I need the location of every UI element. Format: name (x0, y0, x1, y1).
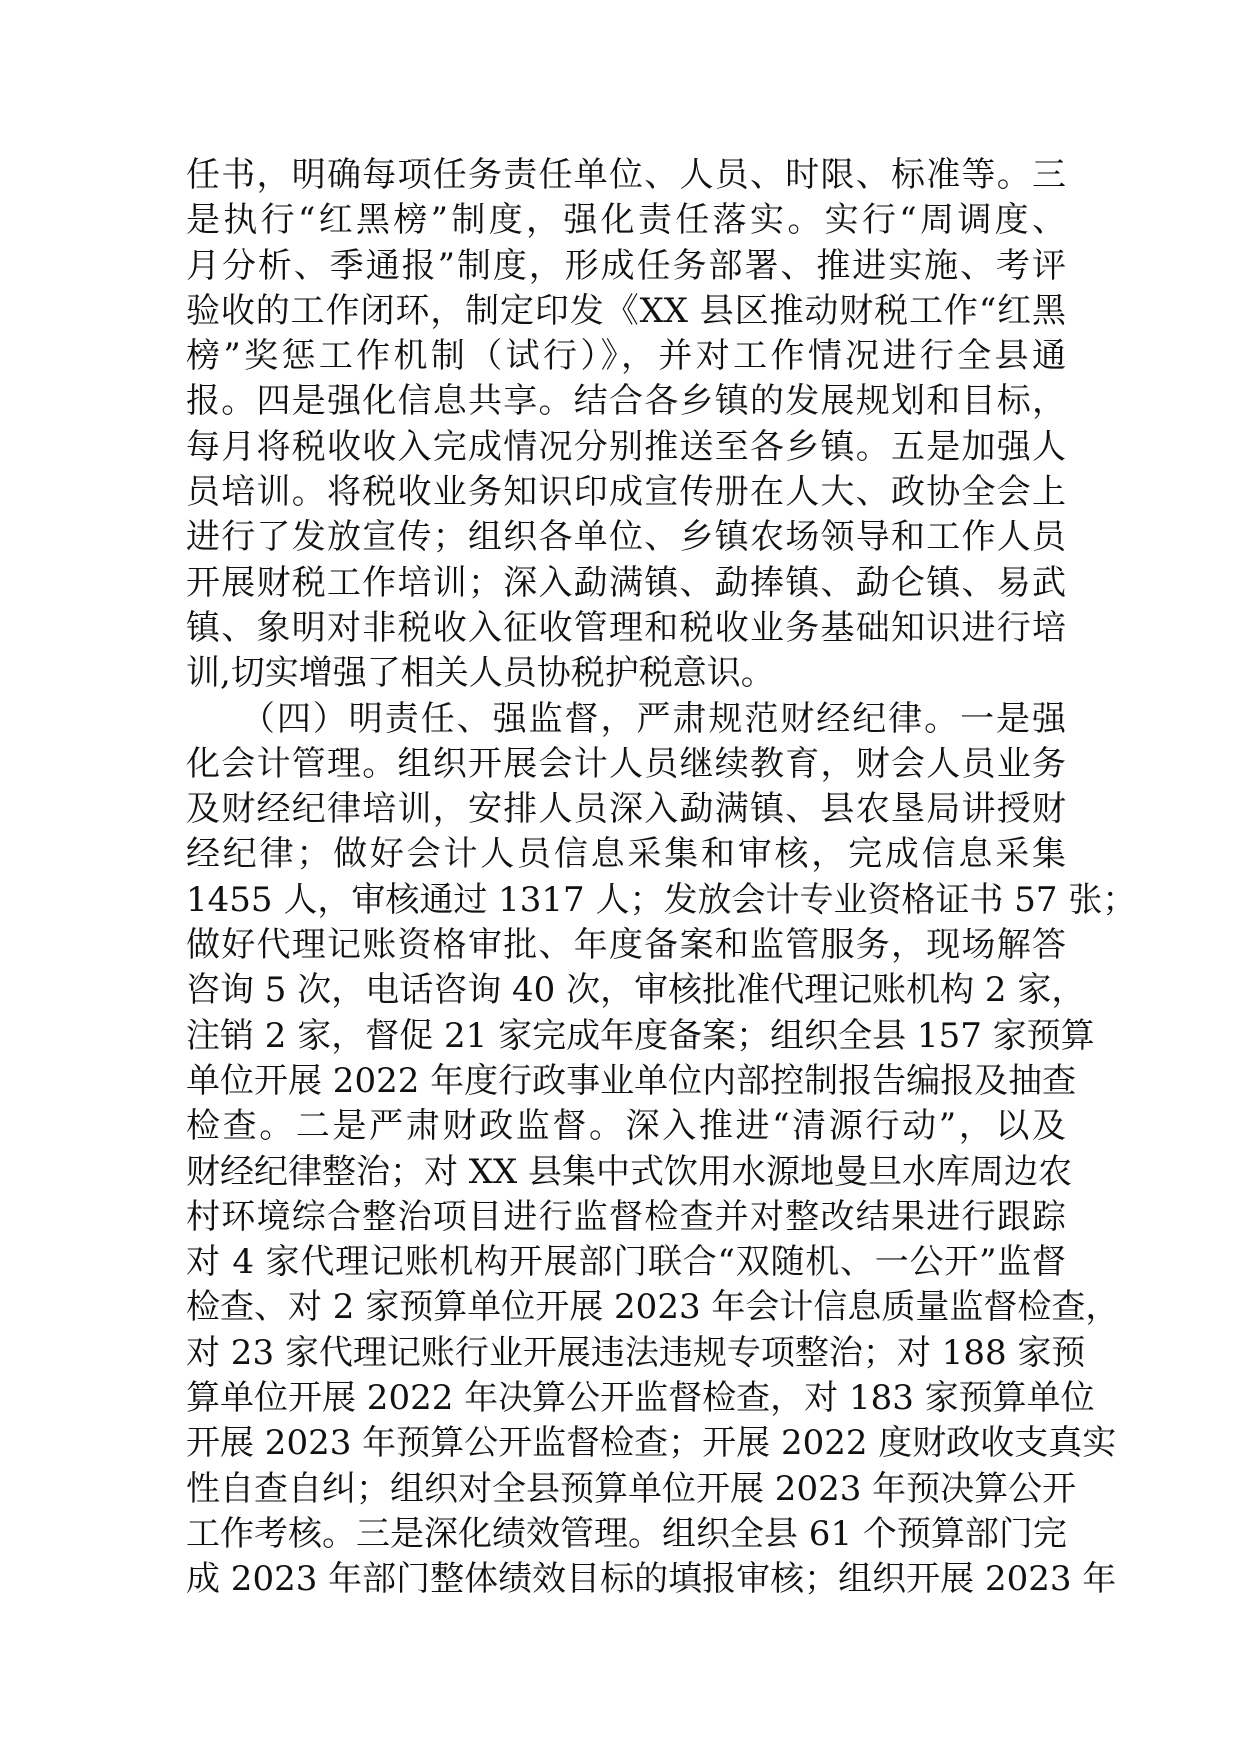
text-line: 进行了发放宣传；组织各单位、乡镇农场领导和工作人员 (186, 517, 1066, 558)
text-line: 榜”奖惩工作机制（试行）》，并对工作情况进行全县通 (186, 336, 1066, 377)
text-line: 咨询 5 次，电话咨询 40 次，审核批准代理记账机构 2 家， (186, 970, 1086, 1011)
text-line: 工作考核。三是深化绩效管理。组织全县 61 个预算部门完 (186, 1513, 1067, 1554)
text-line: 成 2023 年部门整体绩效目标的填报审核；组织开展 2023 年 (186, 1559, 1117, 1600)
text-line: 做好代理记账资格审批、年度备案和监管服务，现场解答 (186, 925, 1066, 966)
text-line: 对 4 家代理记账机构开展部门联合“双随机、一公开”监督 (186, 1242, 1066, 1283)
text-line: 性自查自纠；组织对全县预算单位开展 2023 年预决算公开 (186, 1468, 1077, 1509)
body-text (186, 153, 1137, 1603)
text-line: 1455 人，审核通过 1317 人；发放会计专业资格证书 57 张； (186, 879, 1137, 920)
text-line: 开展 2023 年预算公开监督检查；开展 2022 度财政收支真实 (186, 1423, 1117, 1464)
text-line: 村环境综合整治项目进行监督检查并对整改结果进行跟踪 (186, 1196, 1066, 1237)
text-line: 开展财税工作培训；深入勐满镇、勐捧镇、勐仑镇、易武 (186, 562, 1066, 603)
text-line: 报。四是强化信息共享。结合各乡镇的发展规划和目标， (186, 381, 1066, 422)
text-line: 每月将税收收入完成情况分别推送至各乡镇。五是加强人 (186, 426, 1066, 467)
text-line: 及财经纪律培训，安排人员深入勐满镇、县农垦局讲授财 (186, 789, 1066, 830)
text-line: 月分析、季通报”制度，形成任务部署、推进实施、考评 (186, 245, 1066, 286)
text-line: 经纪律；做好会计人员信息采集和审核，完成信息采集 (186, 834, 1066, 875)
text-line: 财经纪律整治；对 XX 县集中式饮用水源地曼旦水库周边农 (186, 1151, 1073, 1192)
text-line: 检查。二是严肃财政监督。深入推进“清源行动”，以及 (186, 1106, 1066, 1147)
text-line: 是执行“红黑榜”制度，强化责任落实。实行“周调度、 (186, 200, 1066, 241)
text-line: 化会计管理。组织开展会计人员继续教育，财会人员业务 (186, 743, 1066, 784)
section-heading-line: （四）明责任、强监督，严肃规范财经纪律。一是强 (186, 698, 1066, 739)
text-line: 算单位开展 2022 年决算公开监督检查，对 183 家预算单位 (186, 1378, 1095, 1419)
text-line: 任书，明确每项任务责任单位、人员、时限、标准等。三 (186, 155, 1066, 195)
text-line: 对 23 家代理记账行业开展违法违规专项整治；对 188 家预 (186, 1332, 1086, 1373)
text-line: 镇、象明对非税收入征收管理和税收业务基础知识进行培 (186, 607, 1066, 648)
text-line: 单位开展 2022 年度行政事业单位内部控制报告编报及抽查 (186, 1060, 1077, 1101)
paragraph-end-line: 训,切实增强了相关人员协税护税意识。 (186, 653, 775, 694)
text-line: 验收的工作闭环，制定印发《XX 县区推动财税工作“红黑 (186, 290, 1066, 331)
text-line: 员培训。将税收业务知识印成宣传册在人大、政协全会上 (186, 472, 1066, 513)
text-line: 注销 2 家，督促 21 家完成年度备案；组织全县 157 家预算 (186, 1015, 1095, 1056)
text-line: 检查、对 2 家预算单位开展 2023 年会计信息质量监督检查， (186, 1287, 1120, 1328)
